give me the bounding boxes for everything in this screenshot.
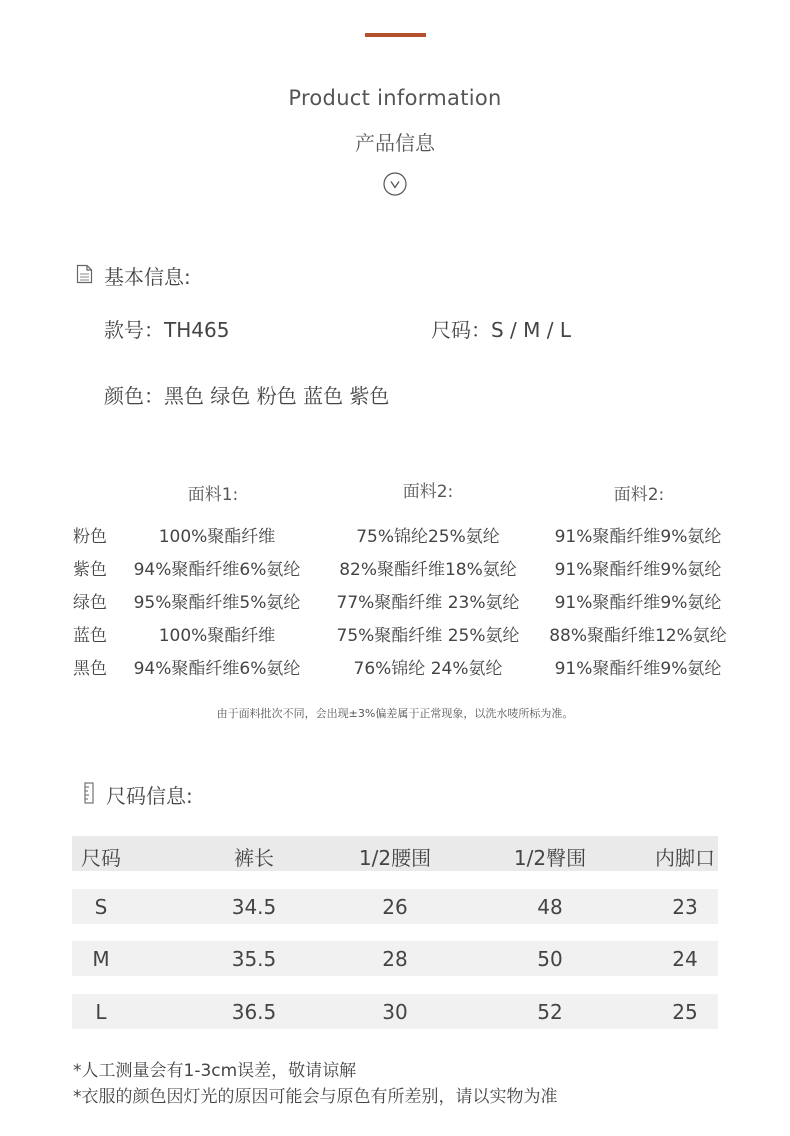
- fabric-color: 绿色: [73, 593, 107, 613]
- size-cell: 28: [382, 947, 408, 971]
- fabric-color: 粉色: [73, 527, 107, 547]
- fabric-header-1: 面料1:: [187, 485, 239, 505]
- chevron-down-icon: [383, 172, 407, 196]
- fabric-header-2: 面料2:: [402, 482, 454, 502]
- size-col-header: 裤长: [234, 846, 274, 870]
- title-chinese: 产品信息: [355, 131, 435, 155]
- title-english: Product information: [288, 86, 502, 110]
- fabric-color: 蓝色: [73, 626, 107, 646]
- fabric-cell: 100%聚酯纤维: [158, 626, 276, 646]
- size-cell: 25: [672, 1000, 698, 1024]
- fabric-cell: 77%聚酯纤维 23%氨纶: [336, 593, 520, 613]
- size-cell: 24: [672, 947, 698, 971]
- size-cell: 26: [382, 895, 408, 919]
- size-col-header: 内脚口: [655, 846, 715, 870]
- measurement-note: *人工测量会有1-3cm误差，敬请谅解: [73, 1061, 357, 1081]
- basic-info-title: 基本信息:: [104, 265, 191, 289]
- size-cell: 30: [382, 1000, 408, 1024]
- style-number: 款号：TH465: [104, 318, 230, 342]
- fabric-cell: 91%聚酯纤维9%氨纶: [554, 527, 722, 547]
- ruler-icon: [84, 782, 94, 804]
- fabric-cell: 82%聚酯纤维18%氨纶: [339, 560, 517, 580]
- fabric-cell: 88%聚酯纤维12%氨纶: [549, 626, 727, 646]
- fabric-cell: 94%聚酯纤维6%氨纶: [133, 560, 301, 580]
- size-cell: M: [92, 947, 110, 971]
- fabric-cell: 75%聚酯纤维 25%氨纶: [336, 626, 520, 646]
- fabric-tolerance-note: 由于面料批次不同，会出现±3%偏差属于正常现象，以洗水唛所标为准。: [216, 707, 574, 720]
- size-cell: 36.5: [231, 1000, 277, 1024]
- color-options: 颜色：黑色 绿色 粉色 蓝色 紫色: [104, 384, 390, 408]
- fabric-color: 紫色: [73, 560, 107, 580]
- size-cell: 23: [672, 895, 698, 919]
- fabric-color: 黑色: [73, 659, 107, 679]
- fabric-cell: 91%聚酯纤维9%氨纶: [554, 593, 722, 613]
- size-cell: 34.5: [231, 895, 277, 919]
- fabric-cell: 94%聚酯纤维6%氨纶: [133, 659, 301, 679]
- size-col-header: 1/2臀围: [513, 846, 587, 870]
- fabric-cell: 95%聚酯纤维5%氨纶: [133, 593, 301, 613]
- fabric-cell: 75%锦纶25%氨纶: [356, 527, 500, 547]
- size-cell: 48: [537, 895, 563, 919]
- document-icon: [76, 264, 93, 284]
- fabric-cell: 91%聚酯纤维9%氨纶: [554, 560, 722, 580]
- size-cell: 50: [537, 947, 563, 971]
- size-col-header: 1/2腰围: [358, 846, 432, 870]
- size-cell: S: [94, 895, 108, 919]
- fabric-cell: 91%聚酯纤维9%氨纶: [554, 659, 722, 679]
- size-cell: L: [95, 1000, 107, 1024]
- color-note: *衣服的颜色因灯光的原因可能会与原色有所差别，请以实物为准: [73, 1087, 558, 1107]
- size-options: 尺码：S / M / L: [431, 318, 571, 342]
- size-cell: 35.5: [231, 947, 277, 971]
- fabric-header-3: 面料2:: [613, 485, 665, 505]
- fabric-cell: 76%锦纶 24%氨纶: [353, 659, 503, 679]
- size-cell: 52: [537, 1000, 563, 1024]
- accent-bar: [365, 33, 426, 37]
- size-info-title: 尺码信息:: [106, 784, 193, 808]
- fabric-cell: 100%聚酯纤维: [158, 527, 276, 547]
- size-col-header: 尺码: [81, 846, 121, 870]
